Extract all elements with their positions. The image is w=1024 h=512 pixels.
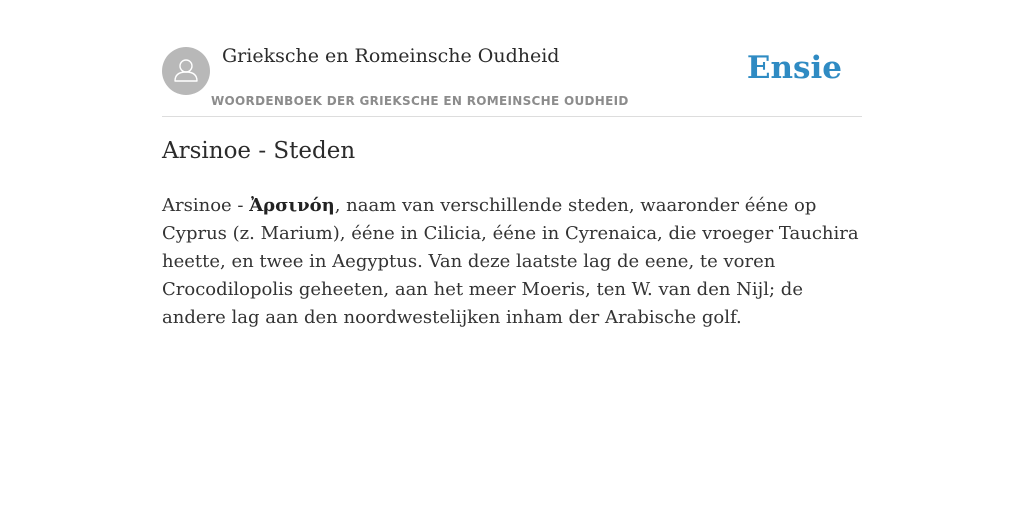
brand-logo[interactable]: Ensie xyxy=(746,50,842,86)
definition-text: , naam van verschillende steden, waaronder ééne op Cyprus (z. Marium), ééne in Cilicia, ééne in Cyrenaica, die vroeger Tauchira heette, en twee in Aegyptus. Van deze laatste lag de eene, te voren Crocodilopolis geheeten, aan het meer Moeris, ten W. van den Nijl; de andere lag aan den noordwestelijken inham der Arabische golf. xyxy=(162,195,859,328)
user-outline-icon xyxy=(162,47,210,95)
site-title-link[interactable]: Grieksche en Romeinsche Oudheid xyxy=(222,45,560,67)
greek-term: Ἀρσινόη xyxy=(249,195,335,216)
entry-title: Arsinoe - Steden xyxy=(162,138,356,164)
avatar[interactable] xyxy=(162,47,210,95)
entry-definition xyxy=(162,192,862,332)
header xyxy=(162,40,862,117)
entry-term: Arsinoe - xyxy=(162,195,250,216)
site-subtitle: WOORDENBOEK DER GRIEKSCHE EN ROMEINSCHE OUDHEID xyxy=(211,94,629,108)
